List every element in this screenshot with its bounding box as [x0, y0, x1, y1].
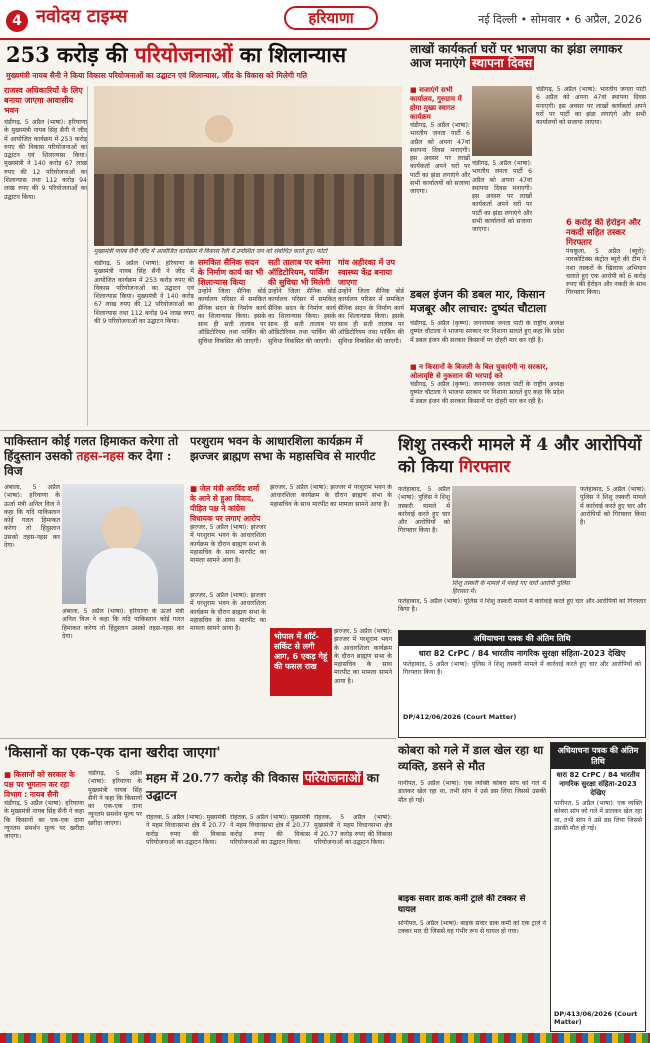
lead-headline	[6, 42, 404, 68]
shishu-caption: शिशु तस्करी के मामले में पकड़े गए चारों आरोपी पुलिस हिरासत में।	[452, 580, 570, 595]
notice-section: धारा 82 CrPC / 84 भारतीय नागरिक सुरक्षा संहिता-2023 देखिए	[556, 771, 640, 797]
speaker-figure	[205, 115, 233, 143]
bjp-story	[410, 86, 470, 286]
fire-news-box: भोपाल में शॉर्ट-सर्किट से लगी आग, 6 एकड़ गेहूं की फसल राख	[270, 628, 332, 696]
notice-text: पानीपत, 5 अप्रैल (भाषा): एक व्यक्ति कोबरा सांप को गले में डालकर खेल रहा था, तभी सांप ने उसे डस लिया जिससे उसकी मौत हो गई।	[554, 800, 642, 832]
parshuram-text-4: झज्जर, 5 अप्रैल (भाषा): झज्जर में परशुराम भवन के आधारशिला कार्यक्रम के दौरान ब्राह्मण सभा के महासचिव के साथ मारपीट का मामला सामने आया है।	[334, 628, 392, 685]
revenue-story	[4, 86, 88, 426]
shishu-text-3: फतेहाबाद, 5 अप्रैल (भाषा): पुलिस ने शिशु तस्करी मामले में कार्रवाई करते हुए चार और आरोपियों को गिरफ्तार किया है।	[398, 598, 646, 614]
mehm-headline-highlight: परियोजनाओं	[304, 771, 361, 785]
mehm-headline	[146, 770, 392, 810]
revenue-headline: राजस्व अधिकारियों के लिए बनाया जाएगा आवासीय भवन	[4, 86, 83, 115]
bike-text: सोनीपत, 5 अप्रैल (भाषा): बाइक सवार डाक कर्मी को एक ट्राले ने टक्कर मार दी जिससे वह गंभीर रूप से घायल हो गया।	[398, 920, 546, 936]
page-header	[0, 0, 650, 40]
court-notice-1	[398, 630, 646, 738]
notice-title: अधियाचना पत्रक की अंतिम तिथि	[551, 743, 645, 769]
divider	[0, 738, 396, 739]
double-engine-point: ■ न किसानों के बिजली के बिल चुकाएंगी ना सरकार, ओलावृष्टि से नुकसान की भरपाई करे	[410, 363, 564, 381]
lead-headline-part: 253 करोड़ की	[6, 42, 135, 67]
auditorium-story	[268, 258, 336, 428]
cobra-text: पानीपत, 5 अप्रैल (भाषा): एक व्यक्ति कोबरा सांप को गले में डालकर खेल रहा था, तभी सांप ने उसे डस लिया जिससे उसकी मौत हो गई।	[398, 780, 546, 804]
kisan-text-2: चंडीगढ़, 5 अप्रैल (भाषा): हरियाणा के मुख्यमंत्री नायब सिंह सैनी ने कहा कि किसानों का एक-एक दाना न्यूनतम समर्थन मूल्य पर खरीदा जाएगा।	[88, 770, 142, 827]
notice-sign: DP/412/06/2026 (Court Matter)	[403, 713, 517, 721]
divider	[0, 430, 650, 431]
kisan-point: ■ किसानों को सरकार के पक्ष पर भुगतान कर रहा विभाग : नायब सैनी	[4, 770, 84, 800]
notice-title: अधियाचना पत्रक की अंतिम तिथि	[399, 631, 645, 646]
double-engine-text: चंडीगढ़, 5 अप्रैल (कृष्ण): जननायक जनता पार्टी के राष्ट्रीय अध्यक्ष दुष्यंत चौटाला ने भाजपा सरकार पर निशाना साधते हुए कहा कि प्रदेश में डबल इंजन की सरकार किसानों पर दोहरी मार कर रही है।	[410, 320, 564, 344]
vij-headline	[4, 434, 184, 480]
vij-text: अंबाला, 5 अप्रैल (भाषा): हरियाणा के ऊर्जा मंत्री अनिल विज ने कहा कि यदि पाकिस्तान कोई गलत हिमाकत करेगा तो हिंदुस्तान उसको तहस-नहस कर देगा।	[4, 484, 60, 550]
parshuram-text: झज्जर, 5 अप्रैल (भाषा): झज्जर में परशुराम भवन के आधारशिला कार्यक्रम के दौरान ब्राह्मण सभा के महासचिव के साथ मारपीट का मामला सामने आया है।	[190, 524, 266, 565]
bjp-headline	[410, 42, 646, 84]
health-centre-headline: गांव अहीरका में उप स्वास्थ्य केंद्र बनाया जाएगा	[338, 258, 396, 287]
section-title: हरियाणा	[284, 6, 378, 30]
shishu-headline-highlight: गिरफ्तार	[459, 457, 511, 477]
mehm-headline-part: महम में 20.77 करोड़ की विकास	[146, 771, 303, 785]
bjp-text: चंडीगढ़, 5 अप्रैल (भाषा): भारतीय जनता पार्टी 6 अप्रैल को अपना 47वां स्थापना दिवस मनाएगी। इस अवसर पर लाखों कार्यकर्ता अपने घरों पर पार्टी का झंडा लगाएंगे और सभी कार्यालयों को सजाया जाएगा।	[410, 122, 470, 196]
sadan-story	[198, 258, 266, 428]
kisan-story	[4, 770, 84, 1034]
kisan-headline: 'किसानों का एक-एक दाना खरीदा जाएगा'	[4, 745, 221, 761]
bjp-point: ■ सजाएंगे सभी कार्यालय, गुरुग्राम में होगा मुख्य स्वागत कार्यक्रम	[410, 86, 470, 122]
bjp-headline-part: लाखों कार्यकर्ता घरों पर भाजपा का झंडा लगाकर आज मनाएंगे	[410, 42, 623, 70]
revenue-text: चंडीगढ़, 5 अप्रैल (भाषा): हरियाणा के मुख्यमंत्री नायब सिंह सैनी ने जींद में आयोजित कार्यक्रम में 253 करोड़ रुपए की विकास परियोजनाओं का उद्घाटन एवं शिलान्यास किया। मुख्यमंत्री ने 140 करोड़ 67 लाख रुपए की 12 परियोजनाओं का शिलान्यास तथा 112 करोड़ 94 लाख रुपए की 9 परियोजनाओं का उद्घाटन किया।	[4, 119, 87, 201]
heroin-story	[566, 218, 646, 428]
double-engine-text-2: चंडीगढ़, 5 अप्रैल (कृष्ण): जननायक जनता पार्टी के राष्ट्रीय अध्यक्ष दुष्यंत चौटाला ने भाजपा सरकार पर निशाना साधते हुए कहा कि प्रदेश में डबल इंजन की सरकार किसानों पर दोहरी मार कर रही है।	[410, 381, 564, 405]
parshuram-point-box	[190, 484, 266, 588]
parshuram-text-2: झज्जर, 5 अप्रैल (भाषा): झज्जर में परशुराम भवन के आधारशिला कार्यक्रम के दौरान ब्राह्मण सभा के महासचिव के साथ मारपीट का मामला सामने आया है।	[270, 484, 392, 508]
sadan-text: उन्होंने जिला सैनिक बोर्ड कार्यालय परिसर में समकित सैनिक सदन के निर्माण कार्य का शिलान्यास किया। इसके साथ ही सती तालाब पर ऑडिटोरियम तथा पार्किंग की सुविधा विकसित की जाएगी।	[198, 288, 266, 345]
shishu-headline-part: आरोपियों को किया	[398, 435, 642, 477]
auditorium-headline: सती तालाब पर बनेगा ऑडिटोरियम, पार्किंग की सुविधा भी मिलेगी	[268, 258, 331, 287]
double-engine-headline: डबल इंजन की डबल मार, किसान मजबूर और लाचार: दुष्यंत चौटाला	[410, 288, 547, 315]
parshuram-headline: परशुराम भवन के आधारशिला कार्यक्रम में झज्जर ब्राह्मण सभा के महासचिव से मारपीट	[190, 434, 376, 463]
lead-subhead: मुख्यमंत्री नायब सैनी ने किया विकास परियोजनाओं का उद्घाटन एवं शिलान्यास, जींद के विकास को मिलेगी गति	[6, 71, 308, 80]
vij-headline-part: पाकिस्तान कोई गलत हिमाकत करेगा तो हिंदुस्तान उसको	[4, 434, 179, 463]
parshuram-text-3: झज्जर, 5 अप्रैल (भाषा): झज्जर में परशुराम भवन के आधारशिला कार्यक्रम के दौरान ब्राह्मण सभा के महासचिव के साथ मारपीट का मामला सामने आया है।	[190, 592, 266, 633]
vij-text-2: अंबाला, 5 अप्रैल (भाषा): हरियाणा के ऊर्जा मंत्री अनिल विज ने कहा कि यदि पाकिस्तान कोई गलत हिमाकत करेगा तो हिंदुस्तान उसको तहस-नहस कर देगा।	[62, 608, 184, 640]
lead-photo-caption: मुख्यमंत्री नायब सैनी जींद में आयोजित कार्यक्रम में विकास रैली में उपस्थित जन को संबोधित करते हुए। फोटो	[94, 248, 328, 255]
bjp-headline-highlight: स्थापना दिवस	[471, 56, 533, 70]
mehm-headline-part: का उद्घाटन	[146, 771, 380, 802]
kisan-text: चंडीगढ़, 5 अप्रैल (भाषा): हरियाणा के मुख्यमंत्री नायब सिंह सैनी ने कहा कि किसानों का एक-एक दाना न्यूनतम समर्थन मूल्य पर खरीदा जाएगा।	[4, 800, 84, 841]
mehm-text-3: रोहतक, 5 अप्रैल (भाषा): मुख्यमंत्री ने महम विधानसभा क्षेत्र में 20.77 करोड़ रुपए की विकास परियोजनाओं का उद्घाटन किया।	[314, 814, 392, 846]
court-notice-2	[550, 742, 646, 1032]
health-centre-story	[338, 258, 404, 428]
health-centre-text: उन्होंने जिला सैनिक बोर्ड कार्यालय परिसर में समकित सैनिक सदन के निर्माण कार्य का शिलान्यास किया। इसके साथ ही सती तालाब पर ऑडिटोरियम तथा पार्किंग की सुविधा विकसित की जाएगी।	[338, 288, 404, 345]
auditorium-text: उन्होंने जिला सैनिक बोर्ड कार्यालय परिसर में समकित सैनिक सदन के निर्माण कार्य का शिलान्यास किया। इसके साथ ही सती तालाब पर ऑडिटोरियम तथा पार्किंग की सुविधा विकसित की जाएगी।	[268, 288, 336, 345]
brand-logo: नवोदय टाइम्स	[36, 6, 128, 27]
double-engine-story	[410, 320, 564, 428]
shishu-photo	[452, 486, 576, 578]
heroin-text: पंचकूला, 5 अप्रैल (ब्यूरो): नारकोटिक्स कंट्रोल ब्यूरो की टीम ने नशा तस्करों के खिलाफ अभियान चलाते हुए एक आरोपी को 6 करोड़ रुपए की हेरोइन और नकदी के साथ गिरफ्तार किया।	[566, 248, 646, 297]
issue-date: नई दिल्ली • सोमवार • 6 अप्रैल, 2026	[478, 13, 642, 26]
shishu-text: फतेहाबाद, 5 अप्रैल (भाषा): पुलिस ने शिशु तस्करी मामले में कार्रवाई करते हुए चार और आरोपियों को गिरफ्तार किया है।	[398, 486, 450, 535]
sadan-headline: समकित सैनिक सदन के निर्माण कार्य का भी शिलान्यास किया	[198, 258, 264, 287]
parshuram-point: ■ जेल मंत्री अरविंद शर्मा के आने से हुआ विवाद, पीड़ित पक्ष ने कांग्रेस विधायक पर लगाए आरोप	[190, 484, 266, 524]
footer-decoration	[0, 1033, 650, 1043]
notice-text: फतेहाबाद, 5 अप्रैल (भाषा): पुलिस ने शिशु तस्करी मामले में कार्रवाई करते हुए चार और आरोपियों को गिरफ्तार किया है।	[403, 661, 641, 677]
shishu-headline	[398, 434, 646, 482]
lead-photo	[94, 86, 402, 246]
mehm-text-2: रोहतक, 5 अप्रैल (भाषा): मुख्यमंत्री ने महम विधानसभा क्षेत्र में 20.77 करोड़ रुपए की विकास परियोजनाओं का उद्घाटन किया।	[230, 814, 310, 846]
mehm-text: रोहतक, 5 अप्रैल (भाषा): मुख्यमंत्री ने महम विधानसभा क्षेत्र में 20.77 करोड़ रुपए की विकास परियोजनाओं का उद्घाटन किया।	[146, 814, 226, 846]
vij-headline-highlight: तहस-नहस	[76, 449, 124, 463]
notice-section: धारा 82 CrPC / 84 भारतीय नागरिक सुरक्षा संहिता-2023 देखिए	[418, 649, 626, 658]
lead-headline-highlight: परियोजनाओं	[134, 42, 233, 67]
vij-photo	[62, 484, 184, 604]
heroin-headline: 6 करोड़ की हेरोइन और नकदी सहित तस्कर गिरफ्तार	[566, 218, 641, 248]
shishu-text-2: फतेहाबाद, 5 अप्रैल (भाषा): पुलिस ने शिशु तस्करी मामले में कार्रवाई करते हुए चार और आरोपियों को गिरफ्तार किया है।	[580, 486, 646, 527]
vij-headline-part: कर देगा : विज	[4, 449, 172, 478]
bike-headline: बाइक सवार डाक कर्मी ट्राले की टक्कर से घायल	[398, 894, 526, 915]
lead-headline-part: का शिलान्यास	[232, 42, 347, 67]
bjp-text-col-3: चंडीगढ़, 5 अप्रैल (भाषा): भारतीय जनता पार्टी 6 अप्रैल को अपना 47वां स्थापना दिवस मनाएगी। इस अवसर पर लाखों कार्यकर्ता अपने घरों पर पार्टी का झंडा लगाएंगे और सभी कार्यालयों को सजाया जाएगा।	[536, 86, 646, 127]
cobra-headline: कोबरा को गले में डाल खेल रहा था व्यक्ति, डसने से मौत	[398, 743, 544, 773]
lead-text-col-1: चंडीगढ़, 5 अप्रैल (भाषा): हरियाणा के मुख्यमंत्री नायब सिंह सैनी ने जींद में आयोजित कार्यक्रम में 253 करोड़ रुपए की विकास परियोजनाओं का उद्घाटन एवं शिलान्यास किया। मुख्यमंत्री ने 140 करोड़ 67 लाख रुपए की 12 परियोजनाओं का शिलान्यास तथा 112 करोड़ 94 लाख रुपए की 9 परियोजनाओं का उद्घाटन किया।	[94, 260, 194, 326]
bjp-photo	[472, 86, 532, 156]
shishu-headline-part: शिशु तस्करी मामले में 4 और	[398, 435, 585, 455]
notice-sign: DP/413/06/2026 (Court Matter)	[554, 1010, 638, 1026]
bjp-text-col-2: चंडीगढ़, 5 अप्रैल (भाषा): भारतीय जनता पार्टी 6 अप्रैल को अपना 47वां स्थापना दिवस मनाएगी। इस अवसर पर लाखों कार्यकर्ता अपने घरों पर पार्टी का झंडा लगाएंगे और सभी कार्यालयों को सजाया जाएगा।	[472, 160, 532, 234]
page-number: 4	[6, 10, 28, 32]
